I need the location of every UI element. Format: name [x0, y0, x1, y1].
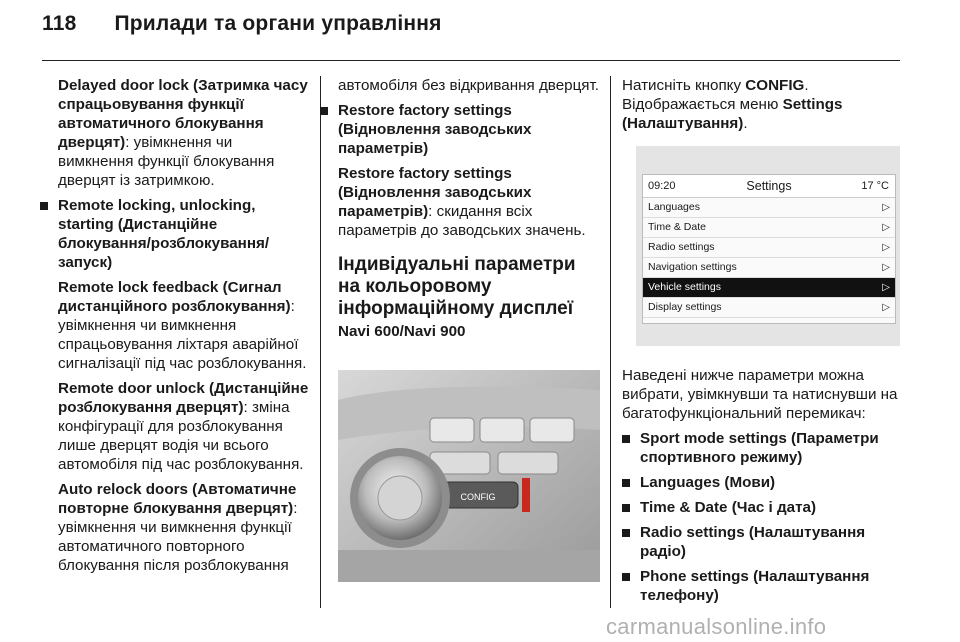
config-label: CONFIG [745, 77, 805, 94]
paragraph [58, 278, 310, 373]
screen-menu-item [643, 198, 895, 218]
chevron-right-icon: ▷ [882, 242, 890, 253]
term: Restore factory settings (Відновлення заводських параметрів) [338, 102, 532, 157]
screen-menu-item-label: Radio settings [648, 241, 715, 253]
list-item [622, 523, 904, 561]
page-title: Прилади та органи управління [114, 12, 442, 35]
watermark: carmanualsonline.info [606, 614, 827, 639]
screen-title: Settings [746, 179, 792, 193]
list-item [320, 101, 600, 158]
punct: . [743, 115, 748, 132]
chevron-right-icon: ▷ [882, 222, 890, 233]
header-rule [42, 60, 900, 61]
console-photo [338, 370, 600, 582]
punct: . [804, 77, 809, 94]
list-item [622, 473, 904, 492]
screen-menu-item-label: Vehicle settings [648, 281, 721, 293]
term: Phone settings (Налаштування телефону) [640, 568, 870, 604]
screen-time: 09:20 [648, 180, 676, 192]
paragraph [338, 164, 600, 240]
settings-screen [642, 174, 896, 324]
term: Sport mode settings (Параметри спортивного режиму) [640, 430, 879, 466]
page-header [42, 12, 442, 36]
paragraph [338, 76, 600, 95]
description: Натисніть кнопку [622, 77, 746, 94]
term: Languages (Мови) [640, 474, 776, 491]
term: Remote lock feedback (Сигнал дистанційного розблокування) [58, 279, 291, 315]
paragraph [58, 379, 310, 474]
chevron-right-icon: ▷ [882, 302, 890, 313]
screen-menu-item [643, 218, 895, 238]
settings-label: Settings (Налаштування) [622, 96, 843, 132]
list-item [40, 196, 310, 272]
description: Відображається меню [622, 96, 783, 113]
screen-menu-item-label: Navigation settings [648, 261, 737, 273]
screen-menu-item-label: Display settings [648, 301, 722, 313]
config-button-label: CONFIG [460, 492, 496, 502]
screen-menu-item [643, 258, 895, 278]
term: Time & Date (Час і дата) [640, 499, 817, 516]
chevron-right-icon: ▷ [882, 282, 890, 293]
paragraph [58, 480, 310, 575]
term: Remote locking, unlocking, starting (Дистанційне блокування/розблокування/запуск) [58, 197, 270, 271]
section-heading: Індивідуальні параметри на кольоровому інформаційному дисплеї [338, 254, 576, 319]
screen-menu-item-label: Languages [648, 201, 700, 213]
list-item [622, 498, 904, 517]
column-3 [622, 76, 904, 139]
description: автомобіля без відкривання дверцят. [338, 77, 600, 94]
screen-menu-item [643, 278, 895, 298]
screen-menu-item [643, 238, 895, 258]
description: : увімкнення чи вимкнення спрацьовування ліхтаря аварійної сигналізації під час розблокування. [58, 298, 307, 372]
description: : увімкнення чи вимкнення функції автоматичного повторного блокування після розблокування [58, 500, 298, 574]
column-divider [610, 76, 611, 608]
screen-menu-item [643, 298, 895, 318]
list-item [622, 429, 904, 467]
screen-temperature: 17 °C [861, 180, 889, 192]
term: Auto relock doors (Автоматичне повторне блокування дверцят) [58, 481, 297, 517]
paragraph: Наведені нижче параметри можна вибрати, увімкнувши та натиснувши на багатофункціональний перемикач: [622, 367, 898, 422]
column-2 [338, 76, 600, 349]
term: Remote door unlock (Дистанційне розблокування дверцят) [58, 380, 309, 416]
description: : зміна конфігурації для розблокування лише дверцят водія чи всього автомобіля під час розблокування. [58, 399, 304, 473]
sub-heading: Navi 600/Navi 900 [338, 323, 466, 340]
screen-menu-item-label: Time & Date [648, 221, 706, 233]
paragraph [58, 76, 310, 190]
console-illustration [338, 370, 600, 582]
column-1 [58, 76, 310, 581]
page-number: 118 [42, 12, 77, 35]
term: Radio settings (Налаштування радіо) [640, 524, 866, 560]
description: : увімкнення чи вимкнення функції блокування дверцят із затримкою. [58, 134, 275, 189]
list-item [622, 567, 904, 605]
settings-screen-figure [636, 146, 900, 346]
screen-status-bar [643, 175, 895, 198]
term: Delayed door lock (Затримка часу спрацьовування функції автоматичного блокування дверцят) [58, 77, 308, 151]
description: : скидання всіх параметрів до заводських значень. [338, 203, 586, 239]
chevron-right-icon: ▷ [882, 202, 890, 213]
screen-menu-list [643, 198, 895, 318]
paragraph [622, 76, 904, 133]
column-3-lower [622, 366, 904, 611]
chevron-right-icon: ▷ [882, 262, 890, 273]
term: Restore factory settings (Відновлення заводських параметрів) [338, 165, 532, 220]
